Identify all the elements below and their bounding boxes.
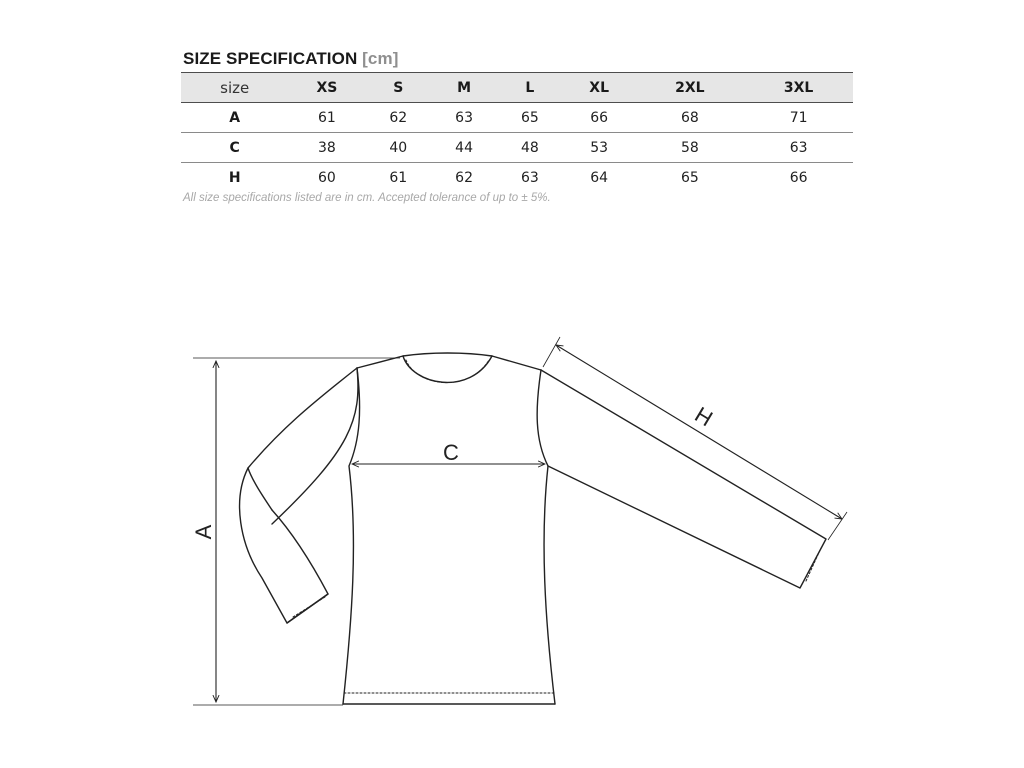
column-header-xs: XS: [316, 79, 338, 96]
table-cell: 71: [789, 109, 808, 126]
column-header-xl: XL: [589, 79, 609, 96]
table-cell: 68: [680, 109, 699, 126]
table-cell: 66: [590, 109, 609, 126]
title-text: SIZE SPECIFICATION: [183, 49, 358, 68]
column-header-s: S: [393, 79, 404, 96]
column-header-3xl: 3XL: [783, 79, 814, 96]
dimension-label-a: A: [191, 524, 216, 540]
table-cell: 61: [389, 169, 408, 186]
column-header-m: M: [457, 79, 472, 96]
table-cell: 44: [455, 139, 473, 156]
table-cell: 63: [789, 139, 808, 156]
table-cell: 48: [520, 139, 539, 156]
table-cell: 60: [317, 169, 336, 186]
dimension-label-h: H: [690, 401, 718, 432]
table-cell: 65: [680, 169, 699, 186]
dimension-label-c: C: [443, 440, 459, 465]
title-unit: [cm]: [362, 49, 399, 68]
row-label-a: A: [229, 109, 241, 126]
column-header-size: size: [220, 78, 250, 97]
table-cell: 65: [520, 109, 539, 126]
row-label-h: H: [228, 169, 241, 186]
column-header-2xl: 2XL: [675, 79, 705, 96]
table-cell: 40: [389, 139, 408, 156]
table-cell: 62: [455, 169, 473, 186]
table-cell: 66: [789, 169, 808, 186]
table-cell: 38: [317, 139, 336, 156]
tolerance-note: All size specifications listed are in cm. Accepted tolerance of up to ± 5%.: [183, 192, 551, 204]
table-cell: 61: [317, 109, 336, 126]
dimension-lines: [193, 337, 847, 705]
table-cell: 53: [590, 139, 609, 156]
table-cell: 58: [680, 139, 699, 156]
row-label-c: C: [229, 139, 240, 156]
column-header-l: L: [525, 79, 535, 96]
table-cell: 63: [455, 109, 473, 126]
table-cell: 64: [590, 169, 609, 186]
table-cell: 62: [389, 109, 408, 126]
table-cell: 63: [520, 169, 539, 186]
shirt-outline: [240, 353, 826, 704]
